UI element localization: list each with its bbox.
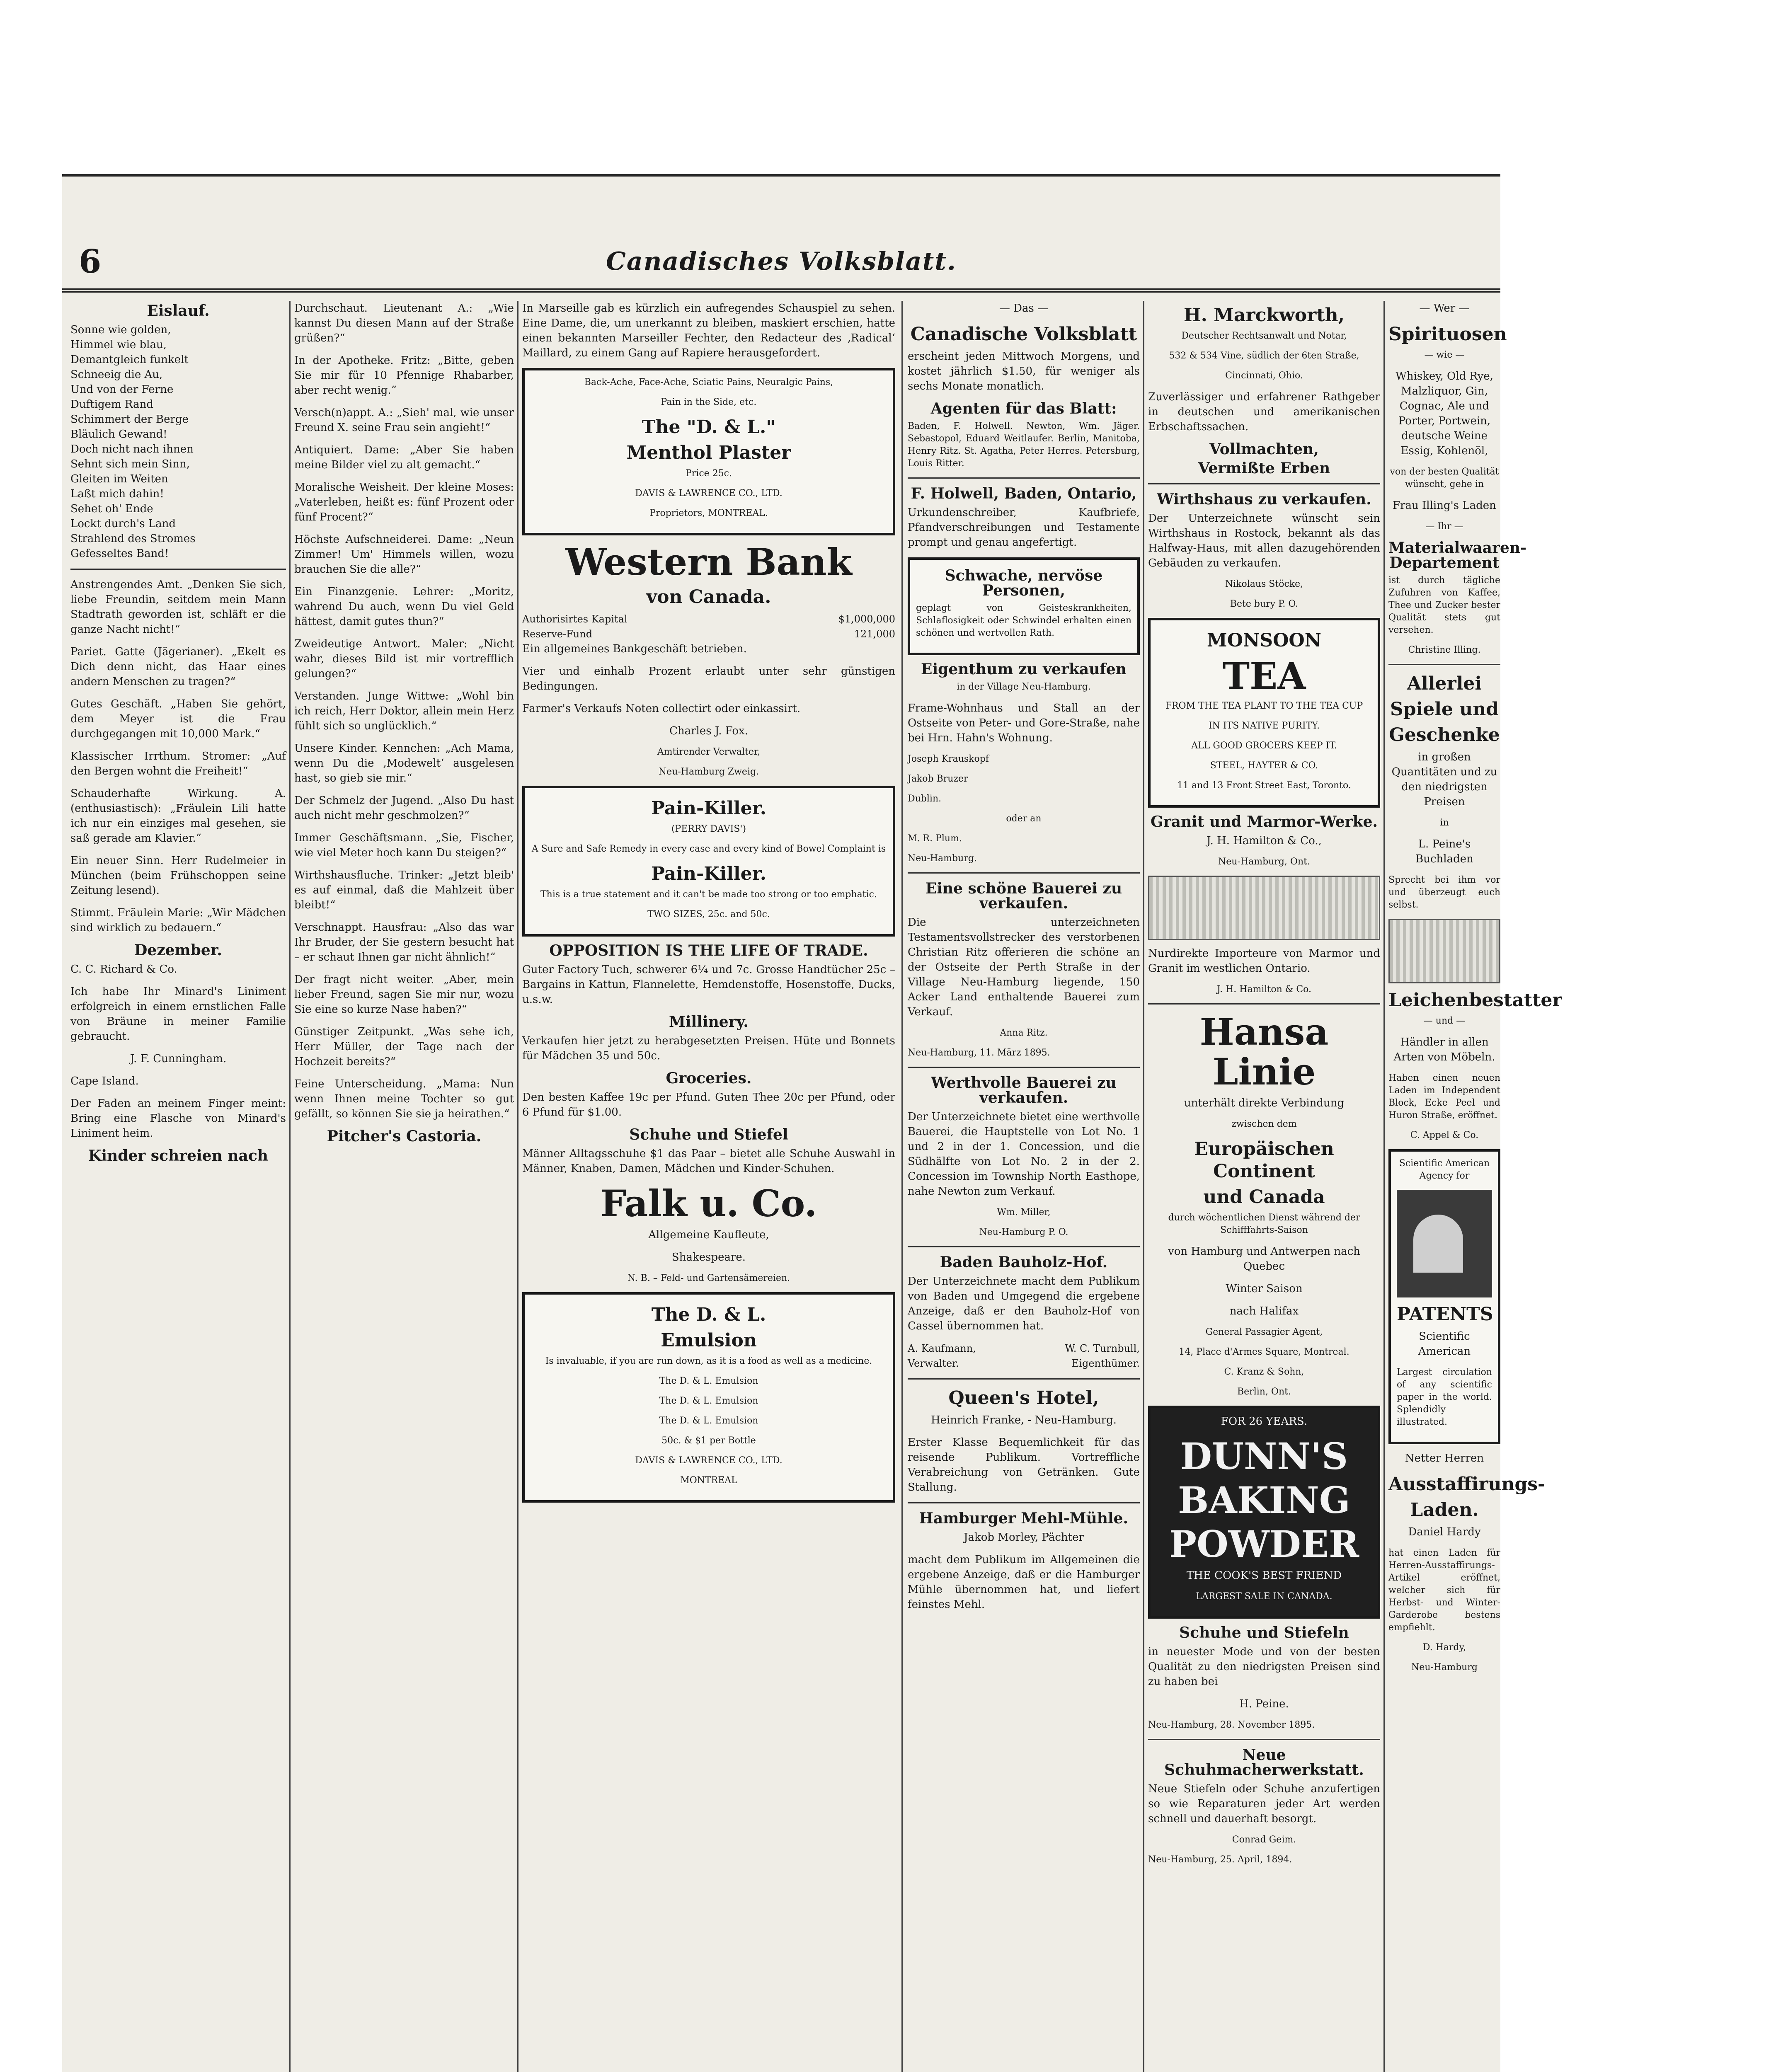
- poem-line: Gleiten im Weiten: [70, 473, 168, 485]
- hansa-winter: Winter Saison: [1226, 1283, 1303, 1295]
- ad-product: TEA: [1222, 654, 1306, 697]
- masthead-text: erscheint jeden Mittwoch Morgens, und kostet jährlich $1.50, für weniger als sechs Monate monatlich.: [908, 350, 1140, 392]
- column-footer: Pitcher's Castoria.: [327, 1128, 482, 1145]
- page-number: 6: [79, 243, 102, 281]
- holwell-text: Urkundenschreiber, Kaufbriefe, Pfandverschreibungen und Testamente prompt und genau angefertigt.: [908, 506, 1140, 549]
- hotel-subtitle: Heinrich Franke, - Neu-Hamburg.: [930, 1414, 1117, 1426]
- testimonial-firm: C. C. Richard & Co.: [70, 963, 177, 975]
- ad-firm: DAVIS & LAWRENCE CO., LTD.: [635, 488, 783, 499]
- ad-text: A Sure and Safe Remedy in every case and every kind of Bowel Complaint is: [531, 844, 886, 854]
- anecdote: Verschnappt. Hausfrau: „Also das war Ihr Bruder, der Sie gestern besucht hat – er schaut Ihnen gar nicht ähnlich!“: [294, 921, 514, 963]
- funeral-procession-illustration: [1388, 919, 1500, 983]
- poem-line: Lockt durch's Land: [70, 518, 176, 530]
- outfitter-signature: D. Hardy,: [1422, 1642, 1466, 1653]
- property-sale-subtitle: in der Village Neu-Hamburg.: [957, 682, 1091, 692]
- falk-place: Shakespeare.: [671, 1251, 746, 1264]
- ad-line: Pain in the Side, etc.: [661, 397, 757, 407]
- ad-text: geplagt von Geisteskrankheiten, Schlaflosigkeit oder Schwindel erhalten einen schönen und wertvollen Rath.: [916, 603, 1131, 638]
- agents-list: Baden, F. Holwell. Newton, Wm. Jäger. Sebastopol, Eduard Weitlaufer. Berlin, Manitoba, Henry Ritz. St. Agatha, Peter Herres. Petersburg, Louis Ritter.: [908, 421, 1140, 469]
- games-title: Spiele und: [1390, 699, 1499, 720]
- bank-signature-role: Amtirender Verwalter,: [657, 747, 761, 757]
- bank-text: Farmer's Verkaufs Noten collectirt oder einkassirt.: [522, 702, 801, 715]
- divider: [1148, 1739, 1380, 1740]
- column-rule: [1143, 301, 1144, 2072]
- agents-heading: Agenten für das Blatt:: [930, 400, 1117, 417]
- marckworth-title: H. Marckworth,: [1184, 305, 1345, 326]
- hansa-text: zwischen dem: [1231, 1119, 1297, 1129]
- farm2-sale-text: Der Unterzeichnete bietet eine werthvolle Bauerei, die Hauptstelle von Lot No. 1 und 2 in der 1. Concession, und die Südhälfte von Lot No. 2 in der 2. Concession im Township North Easthope, nahe Newton zum Verkauf.: [908, 1111, 1140, 1198]
- farm2-sale-title: Werthvolle Bauerei zu verkaufen.: [931, 1074, 1117, 1106]
- anecdote: Der Schmelz der Jugend. „Also Du hast auch nicht mehr geschmolzen?“: [294, 794, 514, 822]
- lumber-yard-signature: W. C. Turnbull,: [1065, 1343, 1140, 1354]
- anecdote: Der fragt nicht weiter. „Aber, mein lieber Freund, sagen Sie mir nur, wozu Sie eine so kurze Nase haben?“: [294, 973, 514, 1016]
- bank-signature-branch: Neu-Hamburg Zweig.: [658, 767, 759, 777]
- hansa-agent: C. Kranz & Sohn,: [1224, 1367, 1304, 1377]
- ad-product: BAKING: [1178, 1479, 1350, 1522]
- marckworth-subtitle: Deutscher Rechtsanwalt und Notar,: [1181, 331, 1347, 341]
- ad-text: The D. & L. Emulsion: [659, 1416, 758, 1426]
- bank-country: von Canada.: [646, 586, 771, 608]
- hotel-title: Queen's Hotel,: [948, 1387, 1099, 1409]
- games-title: Allerlei: [1407, 673, 1482, 694]
- outfitter-text: hat einen Laden für Herren-Ausstaffirungs-Artikel eröffnet, welcher sich für Herbst- und Winter-Garderobe bestens empfiehlt.: [1388, 1548, 1500, 1633]
- falk-title: Falk u. Co.: [600, 1182, 817, 1225]
- ad-tagline: Scientific American Agency for: [1399, 1158, 1490, 1181]
- column-4: [908, 301, 1140, 2072]
- anecdote: Pariet. Gatte (Jägerianer). „Ekelt es Dich denn nicht, das Haar eines andern Menschen zu tragen?“: [70, 646, 286, 688]
- ad-text: The D. & L. Emulsion: [659, 1376, 758, 1386]
- divider: [908, 1378, 1140, 1380]
- shoemaker-title: Neue Schuhmacherwerkstatt.: [1164, 1746, 1364, 1779]
- anecdote: In der Apotheke. Fritz: „Bitte, geben Sie mir für 10 Pfennige Rhabarber, aber recht wenig.“: [294, 354, 514, 397]
- marckworth-heading: Vollmachten,: [1209, 441, 1319, 458]
- menthol-plaster-ad: [522, 368, 895, 535]
- divider: [908, 1502, 1140, 1503]
- divider: [908, 1067, 1140, 1068]
- divider: [908, 872, 1140, 874]
- outfitter-title: Ausstaffirungs-: [1388, 1474, 1546, 1495]
- monsoon-tea-ad: [1148, 618, 1380, 808]
- shoes-title: Schuhe und Stiefeln: [1179, 1624, 1349, 1641]
- ad-text: ALL GOOD GROCERS KEEP IT.: [1191, 741, 1337, 751]
- ad-firm: STEEL, HAYTER & CO.: [1210, 760, 1318, 771]
- anecdote: Höchste Aufschneiderei. Dame: „Neun Zimmer! Um' Himmels willen, wozu brauchen Sie die alle?“: [294, 533, 514, 576]
- poem-line: Schneeig die Au,: [70, 368, 163, 381]
- anecdote: Ein neuer Sinn. Herr Rudelmeier in München (beim Frühschoppen seine Zeitung lesend).: [70, 854, 286, 897]
- millinery-heading: Millinery.: [669, 1013, 749, 1031]
- granite-signature: J. H. Hamilton & Co.: [1216, 984, 1311, 995]
- shoes-name: H. Peine.: [1239, 1698, 1289, 1710]
- hansa-halifax: nach Halifax: [1229, 1305, 1299, 1317]
- farm-sale-date: Neu-Hamburg, 11. März 1895.: [908, 1048, 1050, 1058]
- poem-line: Sonne wie golden,: [70, 324, 171, 336]
- granite-city: Neu-Hamburg, Ont.: [1218, 857, 1310, 867]
- ad-firm-city: MONTREAL: [680, 1475, 737, 1486]
- undertaker-text: Händler in allen Arten von Möbeln.: [1393, 1036, 1495, 1063]
- games-in: in: [1440, 818, 1449, 828]
- granite-title: Granit und Marmor-Werke.: [1150, 813, 1378, 830]
- spirits-kicker: — Wer —: [1419, 302, 1470, 315]
- property-sale-place: Neu-Hamburg.: [908, 853, 977, 864]
- marckworth-city: Cincinnati, Ohio.: [1225, 370, 1303, 381]
- page-header: [62, 239, 1500, 293]
- ad-years: FOR 26 YEARS.: [1221, 1415, 1308, 1428]
- ad-title: Schwache, nervöse Personen,: [945, 567, 1103, 599]
- lumber-yard-signature: A. Kaufmann,: [908, 1343, 976, 1354]
- ad-firm-city: Proprietors, MONTREAL.: [649, 508, 768, 518]
- emulsion-ad: [522, 1292, 895, 1503]
- games-title: Geschenke: [1389, 724, 1500, 746]
- hansa-continent: Europäischen Continent: [1194, 1138, 1334, 1182]
- ad-line: Back-Ache, Face-Ache, Sciatic Pains, Neuralgic Pains,: [584, 377, 833, 387]
- scientific-american-ad: [1388, 1149, 1500, 1444]
- anecdote: Anstrengendes Amt. „Denken Sie sich, liebe Freundin, seitdem mein Mann Stadtrath geworden ist, schläft er die ganze Nacht nicht!“: [70, 579, 286, 636]
- news-item: In Marseille gab es kürzlich ein aufregendes Schauspiel zu sehen. Eine Dame, die, um unerkannt zu bleiben, maskiert erschien, hatte einen bekannten Marseiller Fechter, den Redacteur des ‚Radical‘ Maillard, zu einem Gang auf Rapiere herausgefordert.: [522, 302, 895, 359]
- outfitter-name: Daniel Hardy: [1408, 1526, 1481, 1538]
- undertaker-und: — und —: [1423, 1016, 1466, 1026]
- farm-sale-title: Eine schöne Bauerei zu verkaufen.: [925, 880, 1122, 912]
- column-rule: [901, 301, 903, 2072]
- spirits-list: Whiskey, Old Rye, Malzliquor, Gin, Cognac, Ale und Porter, Portwein, deutsche Weine Essig, Kohlenöl,: [1395, 370, 1494, 457]
- divider: [908, 477, 1140, 479]
- hansa-title: Hansa Linie: [1199, 1010, 1329, 1093]
- bank-capital-row: [522, 612, 895, 627]
- bank-title: Western Bank: [565, 540, 852, 583]
- anecdote: Immer Geschäftsmann. „Sie, Fischer, wie viel Meter hoch kann Du steigen?“: [294, 832, 514, 859]
- ad-brand: The "D. & L.": [642, 416, 776, 438]
- divider: [70, 569, 286, 570]
- millinery-text: Verkaufen hier jetzt zu herabgesetzten Preisen. Hüte und Bonnets für Mädchen 35 und 50c.: [522, 1035, 895, 1062]
- anecdote: Versch(n)appt. A.: „Sieh' mal, wie unser Freund X. seine Frau sein angieht!“: [294, 407, 514, 434]
- property-sale-title: Eigenthum zu verkaufen: [921, 661, 1127, 678]
- poem-line: Himmel wie blau,: [70, 339, 167, 351]
- groceries-text: ist durch tägliche Zufuhren von Kaffee, Thee und Zucker bester Qualität stets gut versehen.: [1388, 575, 1500, 635]
- pain-killer-ad: [522, 786, 895, 937]
- ad-text: IN ITS NATIVE PURITY.: [1208, 721, 1320, 731]
- ad-brand: Scientific American: [1418, 1330, 1471, 1358]
- games-text: in großen Quantitäten und zu den niedrigsten Preisen: [1391, 751, 1497, 808]
- poem-line: Sehet oh' Ende: [70, 503, 153, 515]
- ad-product: POWDER: [1169, 1523, 1359, 1566]
- groceries-kicker: — Ihr —: [1425, 521, 1463, 532]
- hansa-route: von Hamburg und Antwerpen nach Quebec: [1168, 1245, 1360, 1273]
- outfitter-kicker: Netter Herren: [1405, 1452, 1484, 1464]
- column-3: [522, 301, 895, 2072]
- capitol-illustration: [1397, 1190, 1492, 1297]
- lumber-yard-text: Der Unterzeichnete macht dem Publikum von Baden und Umgegend die ergebene Anzeige, daß er den Bauholz-Hof von Cassel übernommen hat.: [908, 1275, 1140, 1332]
- tavern-sale-title: Wirthshaus zu verkaufen.: [1157, 491, 1371, 508]
- testimonial-heading: Dezember.: [134, 942, 222, 959]
- ad-text: The D. & L. Emulsion: [659, 1396, 758, 1406]
- ad-firm-address: 11 and 13 Front Street East, Toronto.: [1177, 780, 1351, 791]
- poem-title: Eislauf.: [147, 302, 210, 320]
- lumber-yard-signatures: [908, 1341, 1140, 1356]
- shoemaker-date: Neu-Hamburg, 25. April, 1894.: [1148, 1854, 1292, 1865]
- anecdote: Durchschaut. Lieutenant A.: „Wie kannst Du diesen Mann auf der Straße grüßen?“: [294, 302, 514, 344]
- bank-reserve-value: 121,000: [854, 628, 895, 640]
- poem-line: Bläulich Gewand!: [70, 428, 167, 441]
- ad-brand: MONSOON: [1207, 630, 1321, 651]
- poem-line: Duftigem Rand: [70, 398, 153, 411]
- bank-capital-label: Authorisirtes Kapital: [522, 613, 627, 625]
- bank-text: Ein allgemeines Bankgeschäft betrieben.: [522, 643, 747, 655]
- poem-line: Sehnt sich mein Sinn,: [70, 458, 190, 470]
- column-6: [1388, 301, 1562, 2072]
- column-rule: [517, 301, 518, 2072]
- column-2: [294, 301, 514, 2072]
- ad-brand: Pain-Killer.: [651, 863, 767, 884]
- lumber-yard-role: Eigenthümer.: [1071, 1358, 1140, 1369]
- divider: [1388, 664, 1500, 665]
- anecdote: Wirthshausfluche. Trinker: „Jetzt bleib' es auf einmal, daß die Mahlzeit über bleibt!“: [294, 869, 514, 911]
- hansa-address: 14, Place d'Armes Square, Montreal.: [1179, 1347, 1349, 1357]
- anecdote: Ein Finanzgenie. Lehrer: „Moritz, wahrend Du auch, wenn Du viel Geld hättest, damit gutes thun?“: [294, 586, 514, 628]
- ad-brand: Pain-Killer.: [651, 798, 767, 819]
- shoes-text: Männer Alltagsschuhe $1 das Paar – bietet alle Schuhe Auswahl in Männer, Knaben, Damen, Mädchen und Kinder-Schuhen.: [522, 1147, 895, 1175]
- bank-capital-value: $1,000,000: [838, 613, 895, 625]
- shoes-heading: Schuhe und Stiefel: [629, 1126, 788, 1143]
- marckworth-heading: Vermißte Erben: [1198, 460, 1330, 477]
- property-sale-text: Frame-Wohnhaus und Stall an der Ostseite von Peter- und Gore-Straße, nahe bei Hrn. Hahn's Wohnung.: [908, 702, 1140, 744]
- anecdote: Verstanden. Junge Wittwe: „Wohl bin ich reich, Herr Doktor, allein mein Herz fühlt sich so unglücklich.“: [294, 690, 514, 732]
- granite-text: Nurdirekte Importeure von Marmor und Granit im westlichen Ontario.: [1148, 947, 1380, 975]
- property-sale-or: oder an: [1006, 813, 1042, 824]
- poem: [70, 322, 286, 561]
- undertaker-text: Haben einen neuen Laden im Independent Block, Ecke Peel und Huron Straße, eröffnet.: [1388, 1073, 1500, 1121]
- flour-mill-title: Hamburger Mehl-Mühle.: [919, 1510, 1129, 1527]
- farm2-sale-place: Neu-Hamburg P. O.: [979, 1227, 1068, 1237]
- hotel-text: Erster Klasse Bequemlichkeit für das reisende Publikum. Vortreffliche Verabreichung von Getränken. Gute Stallung.: [908, 1436, 1140, 1493]
- falk-note: N. B. – Feld- und Gartensämereien.: [627, 1273, 790, 1283]
- poem-line: Laßt mich dahin!: [70, 488, 164, 500]
- ad-tagline: THE COOK'S BEST FRIEND: [1186, 1569, 1342, 1582]
- hansa-subtitle: unterhält direkte Verbindung: [1184, 1097, 1345, 1109]
- poem-line: Strahlend des Stromes: [70, 533, 196, 545]
- lumber-yard-title: Baden Bauholz-Hof.: [940, 1254, 1108, 1271]
- hansa-city: Berlin, Ont.: [1237, 1387, 1291, 1397]
- poem-line: Gefesseltes Band!: [70, 547, 169, 560]
- divider: [1148, 1003, 1380, 1005]
- anecdote: Unsere Kinder. Kennchen: „Ach Mama, wenn Du die ‚Modewelt‘ ausgelesen hast, so gieb sie mir.“: [294, 742, 514, 784]
- testimonial-place: Cape Island.: [70, 1075, 139, 1087]
- shoes-text: in neuester Mode und von der besten Qualität zu den niedrigsten Preisen sind zu haben bei: [1148, 1646, 1380, 1688]
- tavern-sale-signature: Nikolaus Stöcke,: [1225, 579, 1303, 589]
- divider: [908, 1246, 1140, 1247]
- outfitter-city: Neu-Hamburg: [1411, 1662, 1478, 1673]
- column-footer: Kinder schreien nach: [88, 1147, 268, 1164]
- ad-text: This is a true statement and it can't be made too strong or too emphatic.: [540, 889, 877, 900]
- holwell-title: F. Holwell, Baden, Ontario,: [911, 485, 1137, 502]
- column-rule: [1383, 301, 1385, 2072]
- trade-heading: OPPOSITION IS THE LIFE OF TRADE.: [549, 942, 868, 959]
- ad-product: Emulsion: [661, 1330, 757, 1351]
- farm-sale-signature: Anna Ritz.: [1000, 1028, 1048, 1038]
- groceries-title: Materialwaaren-Departement: [1388, 539, 1526, 571]
- undertaker-title: Leichenbestatter: [1388, 990, 1562, 1011]
- poem-line: Demantgleich funkelt: [70, 353, 189, 366]
- property-sale-signature: Joseph Krauskopf: [908, 754, 989, 764]
- games-text: Sprecht bei ihm vor und überzeugt euch selbst.: [1388, 875, 1500, 910]
- property-sale-signature: M. R. Plum.: [908, 833, 962, 844]
- spirits-title: Spirituosen: [1388, 324, 1507, 345]
- lumber-yard-roles: [908, 1356, 1140, 1371]
- bank-text: Vier und einhalb Prozent erlaubt unter sehr günstigen Bedingungen.: [522, 665, 895, 692]
- outfitter-title: Laden.: [1410, 1499, 1479, 1520]
- shoes-date: Neu-Hamburg, 28. November 1895.: [1148, 1720, 1315, 1730]
- groceries-text: Den besten Kaffee 19c per Pfund. Guten Thee 20c per Pfund, oder 6 Pfund für $1.00.: [522, 1091, 895, 1118]
- undertaker-signature: C. Appel & Co.: [1410, 1130, 1479, 1140]
- granite-firm: J. H. Hamilton & Co.,: [1207, 835, 1322, 847]
- shoemaker-signature: Conrad Geim.: [1232, 1835, 1296, 1845]
- anecdote: Feine Unterscheidung. „Mama: Nun wenn Ihnen meine Tochter so gut gefällt, so können Sie sie ja heirathen.“: [294, 1078, 514, 1120]
- ad-tagline: FROM THE TEA PLANT TO THE TEA CUP: [1165, 701, 1363, 711]
- farm2-sale-signature: Wm. Miller,: [997, 1207, 1051, 1218]
- groceries-heading: Groceries.: [666, 1070, 752, 1087]
- flour-mill-name: Jakob Morley, Pächter: [964, 1531, 1084, 1544]
- anecdote: Günstiger Zeitpunkt. „Was sehe ich, Herr Müller, der Tage nach der Hochzeit bereits?“: [294, 1026, 514, 1068]
- ad-firm: DAVIS & LAWRENCE CO., LTD.: [635, 1455, 783, 1466]
- tavern-sale-text: Der Unterzeichnete wünscht sein Wirthshaus in Rostock, bekannt als das Halfway-Haus, mit allen dazugehörenden Gebäuden zu verkaufen.: [1148, 512, 1380, 569]
- masthead-kicker: — Das —: [999, 302, 1049, 315]
- nervous-persons-ad: [908, 557, 1140, 655]
- ad-subtitle: (PERRY DAVIS'): [671, 824, 746, 834]
- anecdote: Moralische Weisheit. Der kleine Moses: „Vaterleben, heißt es: fünf Prozent oder fünf Procent?“: [294, 481, 514, 523]
- testimonial-signature: J. F. Cunningham.: [130, 1053, 227, 1065]
- divider: [1148, 483, 1380, 484]
- anecdote: Stimmt. Fräulein Marie: „Wir Mädchen sind wirklich zu bedauern.“: [70, 907, 286, 934]
- anecdote: Klassischer Irrthum. Stromer: „Auf den Bergen wohnt die Freiheit!“: [70, 750, 286, 777]
- ad-text: Largest circulation of any scientific paper in the world. Splendidly illustrated.: [1397, 1367, 1492, 1427]
- column-rule: [289, 301, 291, 2072]
- ad-sizes: TWO SIZES, 25c. and 50c.: [647, 909, 770, 920]
- marckworth-address: 532 & 534 Vine, südlich der 6ten Straße,: [1169, 351, 1359, 361]
- ad-price: Price 25c.: [686, 468, 732, 479]
- anecdote: Schauderhafte Wirkung. A. (enthusiastisch): „Fräulein Lili hatte ich nur ein einziges mal gesehen, sie saß gerade am Klavier.“: [70, 787, 286, 845]
- hansa-agent: General Passagier Agent,: [1205, 1327, 1323, 1337]
- property-sale-place: Dublin.: [908, 794, 942, 804]
- lumber-yard-role: Verwalter.: [908, 1358, 959, 1369]
- spirits-text: von der besten Qualität wünscht, gehe in: [1390, 467, 1499, 489]
- falk-subtitle: Allgemeine Kaufleute,: [648, 1229, 769, 1241]
- anecdote: Der Faden an meinem Finger meint: Bring eine Flasche von Minard's Liniment heim.: [70, 1097, 286, 1140]
- groceries-signature: Christine Illing.: [1408, 645, 1481, 655]
- farm-sale-text: Die unterzeichneten Testamentsvollstrecker des verstorbenen Christian Ritz offerieren die schöne an der Ostseite der Perth Straße in der Village Neu-Hamburg liegende, 150 Acker Land enthaltende Bauerei zum Verkauf.: [908, 916, 1140, 1018]
- spirits-shop: Frau Illing's Laden: [1393, 499, 1496, 512]
- poem-line: Schimmert der Berge: [70, 413, 189, 426]
- ad-product: Menthol Plaster: [626, 442, 791, 463]
- trade-text: Guter Factory Tuch, schwerer 6¼ und 7c. Grosse Handtücher 25c – Bargains in Kattun, Flannelette, Hemdenstoffe, Hosenstoffe, Ducks, u.s.w.: [522, 963, 895, 1006]
- hansa-canada: und Canada: [1203, 1186, 1325, 1208]
- anecdote: Antiquiert. Dame: „Aber Sie haben meine Bilder viel zu alt gemacht.“: [294, 444, 514, 471]
- baking-powder-ad: [1148, 1406, 1380, 1619]
- ad-patents: PATENTS: [1397, 1304, 1493, 1325]
- ad-text: Is invaluable, if you are run down, as it is a food as well as a medicine.: [545, 1356, 872, 1366]
- spirits-wie: — wie —: [1424, 350, 1465, 360]
- bank-reserve-row: [522, 627, 895, 641]
- flour-mill-text: macht dem Publikum im Allgemeinen die ergebene Anzeige, daß er die Hamburger Mühle übernommen hat, und liefert feinstes Mehl.: [908, 1554, 1140, 1611]
- column-1: [70, 301, 286, 2072]
- masthead-title: Canadische Volksblatt: [910, 324, 1137, 345]
- marckworth-text: Zuverlässiger und erfahrener Rathgeber in deutschen und amerikanischen Erbschaftssachen.: [1148, 391, 1380, 433]
- anecdote: Gutes Geschäft. „Haben Sie gehört, dem Meyer ist die Frau durchgegangen mit 10,000 Mark.“: [70, 698, 286, 740]
- monuments-illustration: [1148, 876, 1380, 940]
- bank-signature: Charles J. Fox.: [669, 725, 748, 737]
- hansa-text: durch wöchentlichen Dienst während der Schifffahrts-Saison: [1168, 1213, 1360, 1235]
- bank-reserve-label: Reserve-Fund: [522, 628, 593, 640]
- games-shop: L. Peine's Buchladen: [1415, 838, 1473, 865]
- testimonial-text: Ich habe Ihr Minard's Liniment erfolgreich in einem ernstlichen Falle von Bräune in meiner Familie gebraucht.: [70, 985, 286, 1043]
- ad-price: 50c. & $1 per Bottle: [661, 1435, 756, 1446]
- column-5: [1148, 301, 1380, 2072]
- shoemaker-text: Neue Stiefeln oder Schuhe anzufertigen so wie Reparaturen jeder Art werden schnell und dauerhaft besorgt.: [1148, 1783, 1380, 1825]
- paper-name: Canadisches Volksblatt.: [606, 247, 957, 276]
- poem-line: Doch nicht nach ihnen: [70, 443, 194, 455]
- property-sale-signature: Jakob Bruzer: [908, 774, 968, 784]
- newspaper-page: [62, 174, 1562, 2072]
- poem-line: Und von der Ferne: [70, 383, 174, 396]
- ad-brand: The D. & L.: [651, 1304, 766, 1325]
- tavern-sale-place: Bete bury P. O.: [1230, 599, 1299, 609]
- ad-text: LARGEST SALE IN CANADA.: [1196, 1591, 1333, 1602]
- ad-brand: DUNN'S: [1180, 1435, 1348, 1478]
- anecdote: Zweideutige Antwort. Maler: „Nicht wahr, dieses Bild ist mir vortrefflich gelungen?“: [294, 638, 514, 680]
